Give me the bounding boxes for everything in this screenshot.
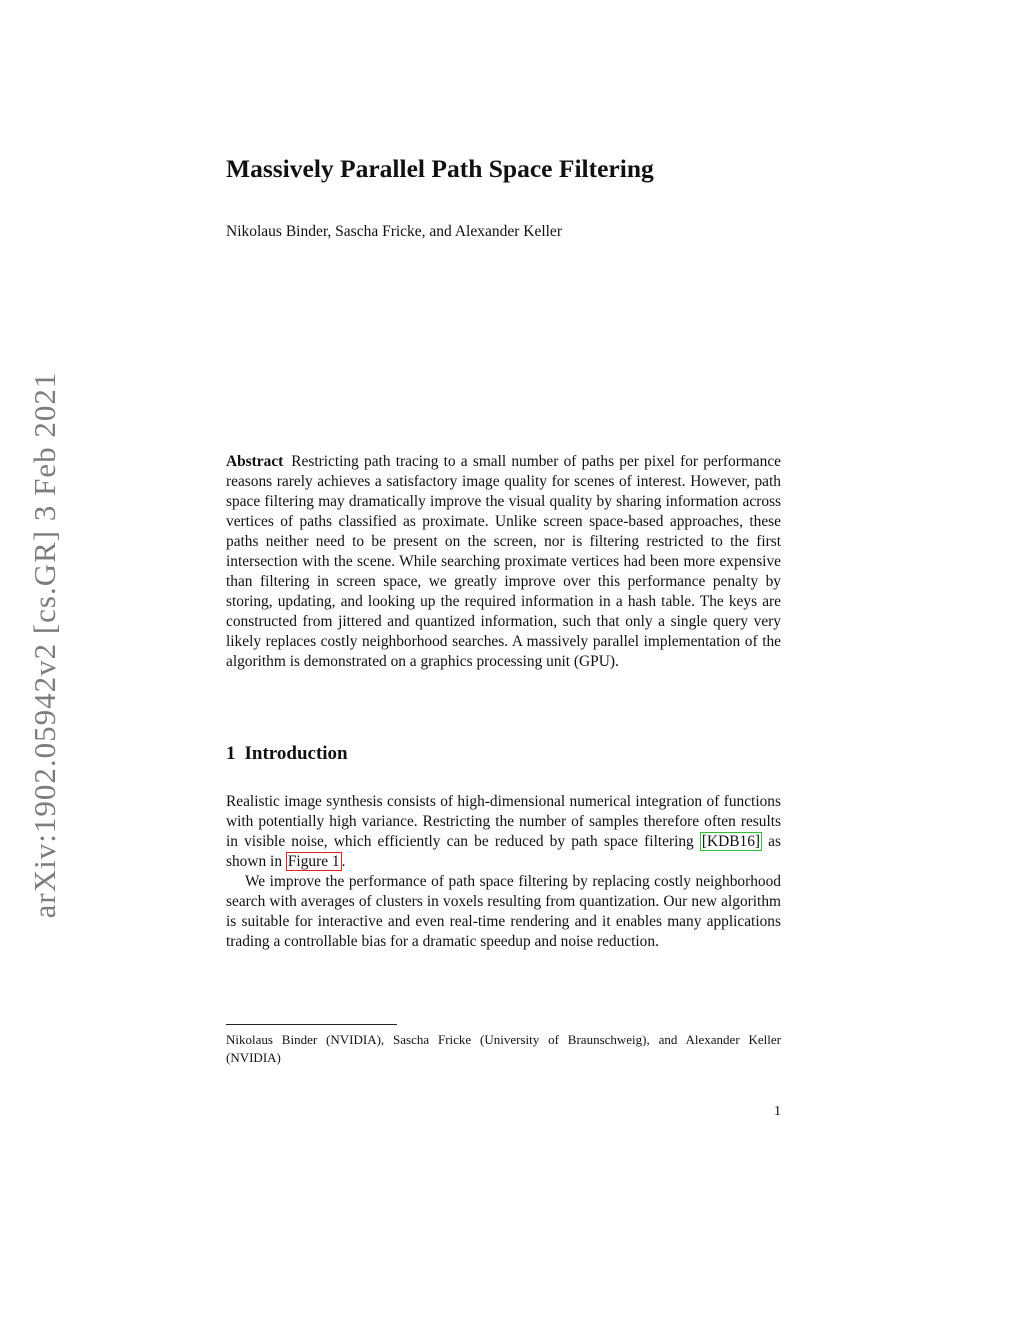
page-number: 1 <box>774 1104 781 1119</box>
intro-paragraph-2: We improve the performance of path space filtering by replacing costly neighborhood search with averages of clusters in voxels resulting from quantization. Our new algorithm is suitable for interactive and even real-time rendering and it enables many applications trading a controllable bias for a dramatic speedup and noise reduction. <box>226 873 781 950</box>
author-affiliation-footnote: Nikolaus Binder (NVIDIA), Sascha Fricke (University of Braunschweig), and Alexander Keller (NVIDIA) <box>226 1032 781 1065</box>
author-list: Nikolaus Binder, Sascha Fricke, and Alexander Keller <box>226 223 562 240</box>
intro-p1-text-end: . <box>341 853 346 870</box>
introduction-body <box>226 792 781 952</box>
abstract-text: Restricting path tracing to a small number of paths per pixel for performance reasons rarely achieves a satisfactory image quality for scenes of interest. However, path space filtering may dramatically improve the visual quality by sharing information across vertices of paths classified as proximate. Unlike screen space-based approaches, these paths neither need to be present on the screen, nor is filtering restricted to the first intersection with the scene. While searching proximate vertices had been more expensive than filtering in screen space, we greatly improve over this performance penalty by storing, updating, and looking up the required information in a hash table. The keys are constructed from jittered and quantized information, such that only a single query very likely replaces costly neighborhood searches. A massively parallel implementation of the algorithm is demonstrated on a graphics processing unit (GPU). <box>226 453 781 670</box>
section-title: Introduction <box>244 743 348 764</box>
citation-link-kdb16[interactable]: [KDB16] <box>701 833 761 850</box>
abstract-label: Abstract <box>226 453 284 470</box>
abstract <box>226 452 781 672</box>
figure-1-reference-link[interactable]: Figure 1 <box>287 853 340 870</box>
paper-title: Massively Parallel Path Space Filtering <box>226 154 654 183</box>
intro-paragraph-1 <box>226 792 781 872</box>
section-heading-introduction <box>226 742 781 766</box>
arxiv-identifier-stamp: arXiv:1902.05942v2 [cs.GR] 3 Feb 2021 <box>27 371 62 919</box>
intro-p1-text-middle: as shown in <box>226 833 781 870</box>
intro-p1-text-start: Realistic image synthesis consists of high-dimensional numerical integration of functions with potentially high variance. Restricting the number of samples therefore often results in visible noise, which efficiently can be reduced by path space filtering <box>226 793 781 850</box>
section-number: 1 <box>226 743 236 764</box>
footnote-divider <box>226 1024 397 1025</box>
